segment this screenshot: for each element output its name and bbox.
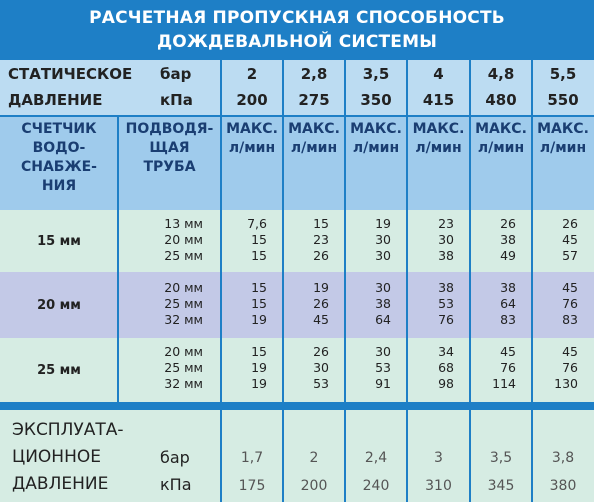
flow-values [221, 338, 283, 402]
flow-values [221, 210, 283, 272]
flow-value: 15 [251, 232, 267, 247]
column-divider [117, 210, 119, 272]
flow-header-line-1: МАКС. [475, 121, 527, 137]
operating-kpa-value: 175 [238, 478, 266, 494]
operating-pressure-label-2: ЦИОННОЕ [12, 447, 101, 467]
column-divider [469, 338, 471, 402]
pipe-header [118, 120, 221, 177]
column-divider [220, 117, 222, 210]
flow-value: 45 [562, 232, 578, 247]
column-divider [220, 410, 222, 502]
operating-bar-value: 2 [309, 450, 319, 466]
operating-kpa-value: 310 [425, 478, 452, 494]
column-divider [344, 60, 346, 115]
flow-value: 76 [562, 296, 578, 311]
column-divider [469, 117, 471, 210]
flow-value: 45 [500, 344, 516, 359]
flow-header-line-2: л/мин [290, 140, 338, 156]
flow-value: 45 [313, 312, 329, 327]
flow-header [470, 120, 532, 158]
flow-header-line-2: л/мин [415, 140, 462, 156]
flow-values [407, 210, 470, 272]
meter-group-20 [0, 272, 594, 338]
meter-header-line: СНАБЖЕ- [20, 159, 97, 175]
column-divider [469, 210, 471, 272]
column-divider [469, 410, 471, 502]
flow-value: 83 [500, 312, 516, 327]
flow-value: 114 [492, 376, 516, 391]
operating-pressure-label-3: ДАВЛЕНИЕ [12, 474, 109, 494]
operating-bar-value: 3,5 [489, 450, 513, 466]
flow-values [470, 272, 532, 338]
flow-value: 83 [562, 312, 578, 327]
pipe-size: 20 мм [164, 280, 203, 295]
flow-header-line-1: МАКС. [412, 121, 465, 137]
flow-value: 15 [251, 248, 267, 263]
flow-value: 53 [375, 360, 391, 375]
pipe-size: 20 мм [164, 232, 203, 247]
flow-value: 26 [313, 344, 329, 359]
flow-value: 34 [438, 344, 454, 359]
column-divider [531, 117, 533, 210]
flow-values [283, 210, 345, 272]
pipe-sizes [118, 272, 221, 338]
flow-value: 38 [500, 232, 516, 247]
flow-value: 19 [251, 376, 267, 391]
column-divider [282, 210, 284, 272]
flow-values [532, 272, 594, 338]
operating-kpa-value: 345 [487, 478, 515, 494]
flow-value: 26 [500, 216, 516, 231]
column-divider [531, 410, 533, 502]
flow-value: 76 [438, 312, 454, 327]
pipe-header-line: ЩАЯ [149, 140, 190, 156]
flow-value: 98 [438, 376, 454, 391]
flow-values [221, 272, 283, 338]
static-kpa-value: 550 [547, 91, 579, 109]
pipe-size: 13 мм [164, 216, 203, 231]
operating-bar-value: 3,8 [551, 450, 575, 466]
meter-header [0, 120, 118, 196]
flow-values [470, 338, 532, 402]
flow-header-line-2: л/мин [352, 140, 400, 156]
flow-header-line-1: МАКС. [537, 121, 589, 137]
flow-value: 38 [438, 280, 454, 295]
flow-values [407, 272, 470, 338]
static-pressure-section [0, 60, 594, 115]
flow-values [345, 272, 407, 338]
meter-group-25 [0, 338, 594, 402]
column-divider [531, 210, 533, 272]
flow-value: 15 [251, 280, 267, 295]
column-divider [531, 60, 533, 115]
column-divider [344, 338, 346, 402]
flow-value: 23 [313, 232, 329, 247]
column-divider [282, 117, 284, 210]
static-bar-value: 2,8 [300, 65, 328, 83]
flow-value: 30 [375, 280, 391, 295]
column-divider [531, 338, 533, 402]
column-divider [406, 210, 408, 272]
column-divider [344, 117, 346, 210]
static-kpa-value: 415 [422, 91, 455, 109]
flow-header [532, 120, 594, 158]
pipe-size: 25 мм [164, 248, 203, 263]
flow-value: 64 [500, 296, 516, 311]
flow-value: 45 [562, 344, 578, 359]
flow-values [345, 338, 407, 402]
static-kpa-value: 480 [485, 91, 517, 109]
operating-pressure-label-1: ЭКСПЛУАТА- [12, 420, 124, 440]
flow-value: 19 [313, 280, 329, 295]
flow-value: 64 [375, 312, 391, 327]
pipe-header-line: ТРУБА [143, 159, 196, 175]
column-divider [344, 210, 346, 272]
static-kpa-value: 200 [236, 91, 268, 109]
column-divider [531, 272, 533, 338]
flow-header-line-2: л/мин [228, 140, 276, 156]
pipe-header-line: ПОДВОДЯ- [125, 121, 214, 137]
column-divider [469, 272, 471, 338]
flow-values [532, 338, 594, 402]
flow-value: 26 [313, 296, 329, 311]
pipe-size: 32 мм [164, 376, 203, 391]
flow-value: 30 [375, 344, 391, 359]
column-divider [220, 272, 222, 338]
pipe-size: 32 мм [164, 312, 203, 327]
static-bar-value: 4 [433, 65, 444, 83]
flow-value: 19 [251, 360, 267, 375]
flow-value: 7,6 [247, 216, 267, 231]
operating-pressure-unit-kpa: кПа [160, 475, 192, 494]
column-divider [406, 60, 408, 115]
flow-header [345, 120, 407, 158]
flow-value: 26 [313, 248, 329, 263]
pipe-size: 25 мм [164, 296, 203, 311]
flow-value: 38 [375, 296, 391, 311]
column-divider [282, 272, 284, 338]
column-divider [220, 210, 222, 272]
static-kpa-value: 350 [360, 91, 392, 109]
flow-value: 68 [438, 360, 454, 375]
flow-value: 53 [313, 376, 329, 391]
flow-header-line-1: МАКС. [226, 121, 278, 137]
column-divider [282, 60, 284, 115]
flow-value: 76 [500, 360, 516, 375]
flow-value: 49 [500, 248, 516, 263]
flow-value: 57 [562, 248, 578, 263]
static-bar-value: 5,5 [549, 65, 577, 83]
column-divider [117, 272, 119, 338]
operating-kpa-value: 200 [300, 478, 328, 494]
column-divider [282, 338, 284, 402]
meter-size: 20 мм [37, 297, 81, 313]
flow-value: 53 [438, 296, 454, 311]
column-divider [406, 272, 408, 338]
pipe-sizes [118, 338, 221, 402]
flow-header-line-2: л/мин [477, 140, 525, 156]
static-pressure-label-1: СТАТИЧЕСКОЕ [8, 65, 133, 83]
flow-value: 23 [438, 216, 454, 231]
flow-value: 26 [562, 216, 578, 231]
flow-header-line-1: МАКС. [288, 121, 340, 137]
flow-values [532, 210, 594, 272]
flow-value: 91 [375, 376, 391, 391]
flow-values [345, 210, 407, 272]
column-divider [220, 338, 222, 402]
column-divider [344, 272, 346, 338]
flow-value: 45 [562, 280, 578, 295]
static-bar-value: 3,5 [362, 65, 390, 83]
flow-value: 19 [375, 216, 391, 231]
operating-pressure-section [0, 410, 594, 502]
flow-value: 15 [251, 344, 267, 359]
flow-value: 130 [554, 376, 578, 391]
column-divider [406, 338, 408, 402]
title-line-1: РАСЧЕТНАЯ ПРОПУСКНАЯ СПОСОБНОСТЬ [89, 8, 505, 28]
static-kpa-value: 275 [298, 91, 330, 109]
flow-values [407, 338, 470, 402]
flow-values [283, 272, 345, 338]
flow-value: 76 [562, 360, 578, 375]
flow-value: 15 [313, 216, 329, 231]
flow-header-line-1: МАКС. [350, 121, 402, 137]
column-divider [344, 410, 346, 502]
column-header-row [0, 117, 594, 210]
meter-header-line: НИЯ [41, 178, 77, 194]
pipe-size: 25 мм [164, 360, 203, 375]
title-line-2: ДОЖДЕВАЛЬНОЙ СИСТЕМЫ [156, 32, 438, 52]
flow-value: 15 [251, 296, 267, 311]
column-divider [282, 410, 284, 502]
operating-kpa-value: 380 [549, 478, 577, 494]
static-bar-value: 2 [246, 65, 258, 83]
flow-value: 30 [375, 232, 391, 247]
column-divider [117, 338, 119, 402]
flow-value: 19 [251, 312, 267, 327]
flow-values [283, 338, 345, 402]
operating-bar-value: 1,7 [240, 450, 264, 466]
flow-header [283, 120, 345, 158]
static-bar-value: 4,8 [487, 65, 515, 83]
column-divider [469, 60, 471, 115]
meter-header-line: СЧЕТЧИК [21, 121, 97, 137]
static-pressure-label-2: ДАВЛЕНИЕ [8, 91, 103, 109]
flow-value: 38 [438, 248, 454, 263]
flow-values [470, 210, 532, 272]
operating-bar-value: 3 [434, 450, 443, 466]
flow-header-line-2: л/мин [539, 140, 587, 156]
operating-kpa-value: 240 [362, 478, 390, 494]
column-divider [220, 60, 222, 115]
column-divider [406, 410, 408, 502]
table-title [0, 0, 594, 58]
operating-pressure-unit-bar: бар [160, 448, 190, 467]
flow-value: 30 [313, 360, 329, 375]
flow-value: 30 [375, 248, 391, 263]
column-divider [117, 117, 119, 210]
meter-size: 25 мм [37, 362, 81, 378]
static-pressure-unit-kpa: кПа [160, 91, 193, 109]
pipe-sizes [118, 210, 221, 272]
meter-size: 15 мм [37, 233, 81, 249]
pipe-size: 20 мм [164, 344, 203, 359]
column-divider [406, 117, 408, 210]
flow-value: 38 [500, 280, 516, 295]
flow-header [221, 120, 283, 158]
flow-value: 30 [438, 232, 454, 247]
flow-header [407, 120, 470, 158]
static-pressure-unit-bar: бар [160, 65, 192, 83]
meter-group-15 [0, 210, 594, 272]
operating-bar-value: 2,4 [364, 450, 388, 466]
meter-header-line: ВОДО- [32, 140, 86, 156]
